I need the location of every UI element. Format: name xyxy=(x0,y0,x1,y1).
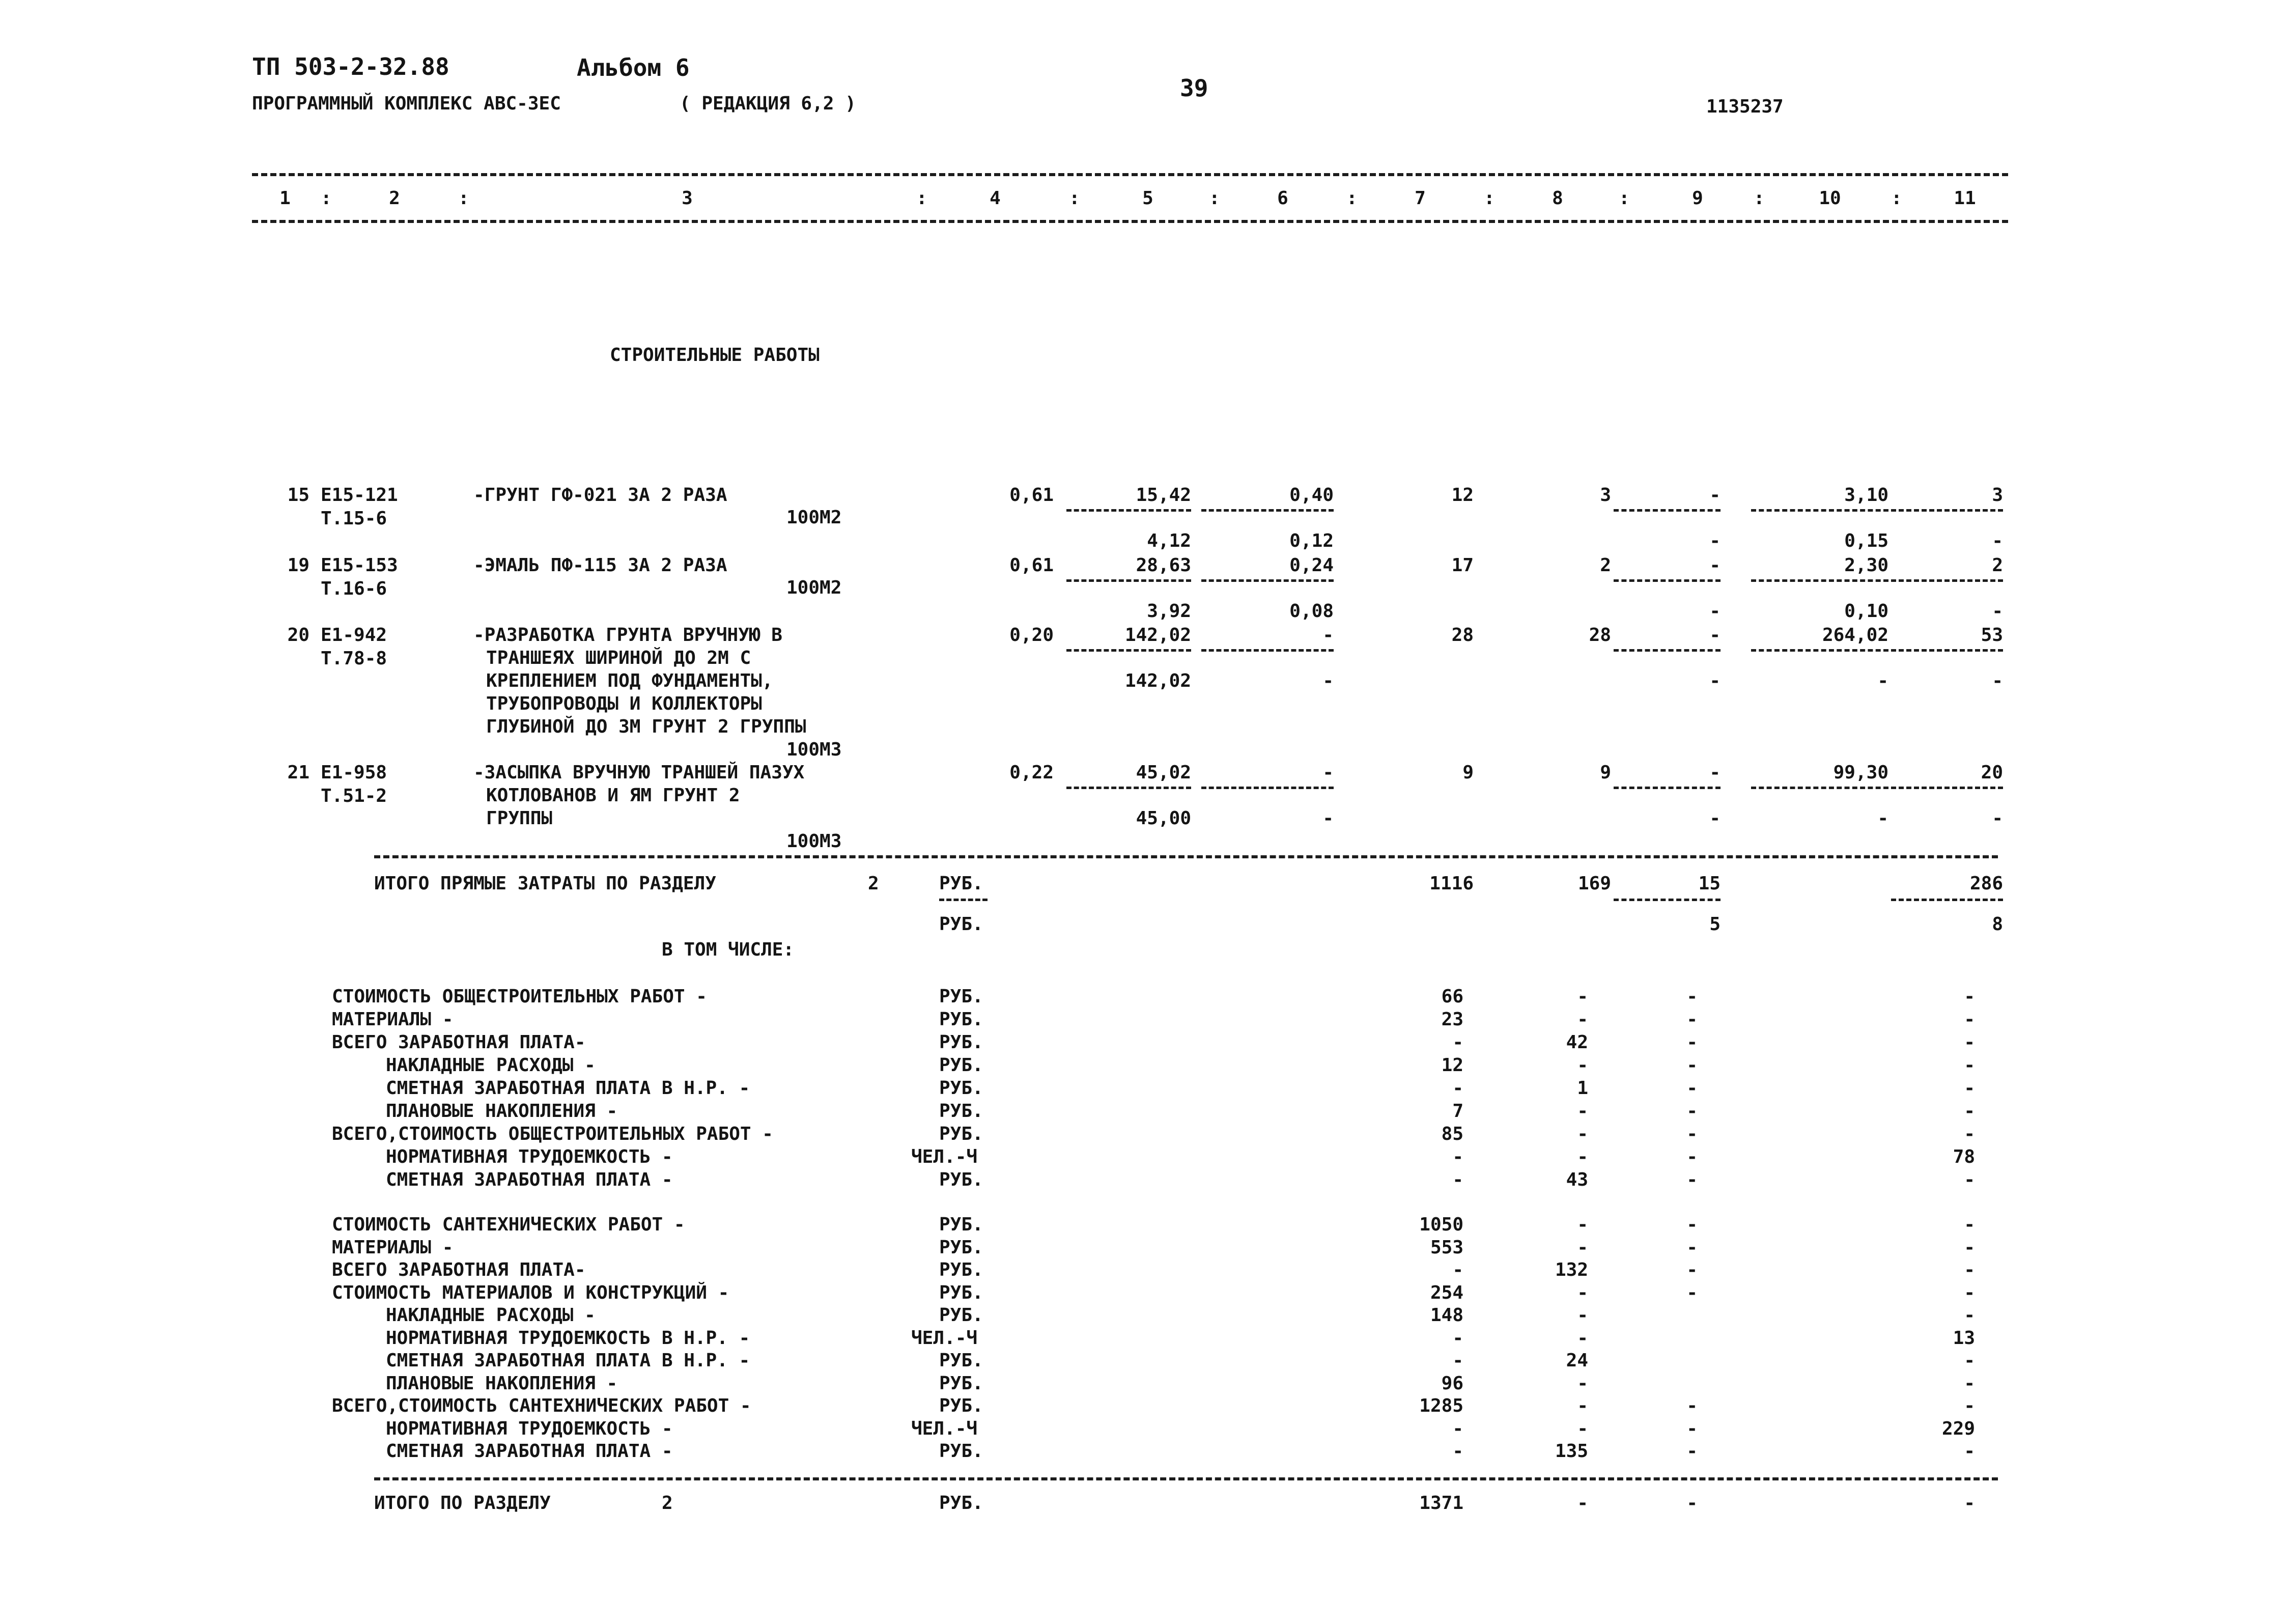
general-label: ПЛАНОВЫЕ НАКОПЛЕНИЯ - xyxy=(386,1101,618,1122)
plumbing-c7: 96 xyxy=(1441,1373,1463,1394)
row-unit: 100М2 xyxy=(786,507,842,528)
cell-c9: - xyxy=(1709,555,1721,576)
row-number: 20 xyxy=(287,625,309,646)
row-description: ТРАНШЕЯХ ШИРИНОЙ ДО 2М С xyxy=(486,648,751,668)
plumbing-c11: - xyxy=(1964,1350,1975,1371)
general-unit: РУБ. xyxy=(939,986,983,1007)
general-c7: - xyxy=(1452,1032,1463,1053)
row-rule-11 xyxy=(1891,649,2003,652)
including-label: В ТОМ ЧИСЛЕ: xyxy=(662,939,795,960)
plumbing-label: СТОИМОСТЬ МАТЕРИАЛОВ И КОНСТРУКЦИЙ - xyxy=(332,1282,729,1303)
plumbing-c7: - xyxy=(1452,1259,1463,1280)
column-separator: : xyxy=(321,188,332,209)
total-c7: 1116 xyxy=(1429,873,1474,894)
row-rule-10 xyxy=(1751,509,1888,512)
row-rule-6 xyxy=(1201,649,1334,652)
plumbing-label: НОРМАТИВНАЯ ТРУДОЕМКОСТЬ - xyxy=(386,1418,673,1439)
general-c8: 43 xyxy=(1566,1169,1588,1190)
cell-c7: 17 xyxy=(1451,555,1474,576)
general-label: СТОИМОСТЬ ОБЩЕСТРОИТЕЛЬНЫХ РАБОТ - xyxy=(332,986,707,1007)
column-number: 10 xyxy=(1819,188,1841,209)
section-total-c11: - xyxy=(1964,1493,1975,1514)
section-title: СТРОИТЕЛЬНЫЕ РАБОТЫ xyxy=(610,345,820,366)
general-c7: 66 xyxy=(1441,986,1463,1007)
plumbing-c7: 1050 xyxy=(1419,1214,1463,1235)
plumbing-label: СТОИМОСТЬ САНТЕХНИЧЕСКИХ РАБОТ - xyxy=(332,1214,685,1235)
cell-sub-s11: - xyxy=(1992,601,2003,622)
row-number: 19 xyxy=(287,555,309,576)
column-separator: : xyxy=(1619,188,1630,209)
cell-c10: 2,30 xyxy=(1844,555,1888,576)
plumbing-c7: - xyxy=(1452,1350,1463,1371)
column-number: 7 xyxy=(1415,188,1426,209)
section-total-unit: РУБ. xyxy=(939,1493,983,1514)
cell-c11: 3 xyxy=(1992,485,2003,506)
cell-sub-s11: - xyxy=(1992,530,2003,551)
column-separator: : xyxy=(458,188,469,209)
general-c7: - xyxy=(1452,1169,1463,1190)
program-name: ПРОГРАММНЫЙ КОМПЛЕКС АВС-ЗЕС xyxy=(252,93,561,114)
plumbing-c9: - xyxy=(1686,1441,1698,1462)
plumbing-label: ПЛАНОВЫЕ НАКОПЛЕНИЯ - xyxy=(386,1373,618,1394)
cell-c11: 53 xyxy=(1981,625,2003,646)
row-rule-9 xyxy=(1614,579,1721,582)
general-unit: РУБ. xyxy=(939,1078,983,1099)
general-c9: - xyxy=(1686,1032,1698,1053)
row-description: -ЭМАЛЬ ПФ-115 ЗА 2 РАЗА xyxy=(473,555,727,576)
general-c11: - xyxy=(1964,1124,1975,1144)
row-unit: 100М3 xyxy=(786,739,842,760)
column-separator: : xyxy=(1484,188,1495,209)
cell-c10: 264,02 xyxy=(1822,625,1888,646)
total-unit-rule xyxy=(939,899,988,901)
general-c8: - xyxy=(1577,1146,1588,1167)
column-number: 2 xyxy=(389,188,400,209)
plumbing-unit: РУБ. xyxy=(939,1373,983,1394)
row-rule-5 xyxy=(1066,787,1191,789)
cell-sub-s10: 0,10 xyxy=(1844,601,1888,622)
general-c8: - xyxy=(1577,1009,1588,1030)
row-description: КРЕПЛЕНИЕМ ПОД ФУНДАМЕНТЫ, xyxy=(486,670,773,691)
cell-c6: 0,24 xyxy=(1289,555,1334,576)
row-rule-5 xyxy=(1066,649,1191,652)
row-rule-5 xyxy=(1066,579,1191,582)
cell-c10: 99,30 xyxy=(1833,762,1888,783)
cell-sub-s10: 0,15 xyxy=(1844,530,1888,551)
plumbing-unit: ЧЕЛ.-Ч xyxy=(911,1327,978,1349)
cell-c9: - xyxy=(1709,762,1721,783)
total-rule-9 xyxy=(1614,899,1721,901)
row-description: ТРУБОПРОВОДЫ И КОЛЛЕКТОРЫ xyxy=(486,693,762,714)
general-c9: - xyxy=(1686,1169,1698,1190)
plumbing-c11: - xyxy=(1964,1259,1975,1280)
cell-c8: 9 xyxy=(1600,762,1611,783)
general-c11: - xyxy=(1964,1169,1975,1190)
plumbing-c9: - xyxy=(1686,1259,1698,1280)
total-sub-c9: 5 xyxy=(1709,914,1721,935)
general-c8: 1 xyxy=(1577,1078,1588,1099)
plumbing-c11: - xyxy=(1964,1305,1975,1326)
general-c11: - xyxy=(1964,1009,1975,1030)
general-c11: - xyxy=(1964,1101,1975,1122)
section-total-c8: - xyxy=(1577,1493,1588,1514)
section-total-rule xyxy=(374,1477,1998,1480)
plumbing-c11: - xyxy=(1964,1214,1975,1235)
cell-c7: 12 xyxy=(1451,485,1474,506)
section-total-number: 2 xyxy=(662,1493,673,1514)
total-direct-label: ИТОГО ПРЯМЫЕ ЗАТРАТЫ ПО РАЗДЕЛУ xyxy=(374,873,716,894)
general-unit: РУБ. xyxy=(939,1009,983,1030)
plumbing-c7: 148 xyxy=(1430,1305,1463,1326)
row-rule-11 xyxy=(1891,787,2003,789)
general-c9: - xyxy=(1686,1146,1698,1167)
plumbing-c11: - xyxy=(1964,1237,1975,1258)
column-separator: : xyxy=(1069,188,1080,209)
plumbing-c8: - xyxy=(1577,1305,1588,1326)
header-top-rule xyxy=(252,173,2008,176)
section-total-c7: 1371 xyxy=(1419,1493,1463,1514)
plumbing-c7: 254 xyxy=(1430,1282,1463,1303)
general-label: НОРМАТИВНАЯ ТРУДОЕМКОСТЬ - xyxy=(386,1146,673,1167)
general-c9: - xyxy=(1686,1124,1698,1144)
general-c9: - xyxy=(1686,1101,1698,1122)
plumbing-c9: - xyxy=(1686,1395,1698,1416)
general-c9: - xyxy=(1686,1009,1698,1030)
row-description: -ГРУНТ ГФ-021 ЗА 2 РАЗА xyxy=(473,485,727,506)
row-rule-5 xyxy=(1066,509,1191,512)
row-description: КОТЛОВАНОВ И ЯМ ГРУНТ 2 xyxy=(486,785,740,806)
general-c8: 42 xyxy=(1566,1032,1588,1053)
general-label: СМЕТНАЯ ЗАРАБОТНАЯ ПЛАТА В Н.Р. - xyxy=(386,1078,750,1099)
general-c11: - xyxy=(1964,986,1975,1007)
plumbing-unit: ЧЕЛ.-Ч xyxy=(911,1418,978,1439)
cell-c11: 20 xyxy=(1981,762,2003,783)
cell-c11: 2 xyxy=(1992,555,2003,576)
page-number: 39 xyxy=(1180,74,1208,102)
total-c9: 15 xyxy=(1698,873,1721,894)
cell-sub-s9: - xyxy=(1709,808,1721,829)
cell-c5: 45,02 xyxy=(1136,762,1191,783)
plumbing-c8: - xyxy=(1577,1282,1588,1303)
general-c7: 7 xyxy=(1452,1101,1463,1122)
plumbing-c8: - xyxy=(1577,1395,1588,1416)
plumbing-c9: - xyxy=(1686,1282,1698,1303)
general-c8: - xyxy=(1577,1101,1588,1122)
row-rule-10 xyxy=(1751,649,1888,652)
plumbing-c11: 13 xyxy=(1953,1327,1975,1349)
row-reference: Т.51-2 xyxy=(321,786,387,806)
row-reference: Т.15-6 xyxy=(321,508,387,529)
cell-c7: 28 xyxy=(1451,625,1474,646)
plumbing-c7: - xyxy=(1452,1441,1463,1462)
general-c7: 23 xyxy=(1441,1009,1463,1030)
general-label: НАКЛАДНЫЕ РАСХОДЫ - xyxy=(386,1055,596,1076)
section-total-label: ИТОГО ПО РАЗДЕЛУ xyxy=(374,1493,551,1514)
row-number: 21 xyxy=(287,762,309,783)
column-separator: : xyxy=(1209,188,1220,209)
row-reference: Т.78-8 xyxy=(321,648,387,669)
row-code: Е15-121 xyxy=(321,485,398,506)
cell-c4: 0,61 xyxy=(1009,555,1054,576)
general-c8: - xyxy=(1577,1124,1588,1144)
plumbing-c11: - xyxy=(1964,1441,1975,1462)
general-unit: РУБ. xyxy=(939,1055,983,1076)
general-c9: - xyxy=(1686,1055,1698,1076)
cell-c4: 0,61 xyxy=(1009,485,1054,506)
row-description: ГРУППЫ xyxy=(486,808,553,829)
column-separator: : xyxy=(1346,188,1358,209)
plumbing-label: СМЕТНАЯ ЗАРАБОТНАЯ ПЛАТА В Н.Р. - xyxy=(386,1350,750,1371)
plumbing-c8: 24 xyxy=(1566,1350,1588,1371)
album-label: Альбом 6 xyxy=(577,54,690,81)
plumbing-c11: - xyxy=(1964,1282,1975,1303)
plumbing-unit: РУБ. xyxy=(939,1350,983,1371)
plumbing-label: СМЕТНАЯ ЗАРАБОТНАЯ ПЛАТА - xyxy=(386,1441,673,1462)
row-rule-6 xyxy=(1201,787,1334,789)
cell-c10: 3,10 xyxy=(1844,485,1888,506)
general-unit: РУБ. xyxy=(939,1101,983,1122)
plumbing-c7: 553 xyxy=(1430,1237,1463,1258)
cell-sub-s6: - xyxy=(1322,670,1334,691)
general-c7: 85 xyxy=(1441,1124,1463,1144)
cell-c6: - xyxy=(1322,762,1334,783)
plumbing-unit: РУБ. xyxy=(939,1282,983,1303)
cell-sub-s11: - xyxy=(1992,670,2003,691)
plumbing-c7: - xyxy=(1452,1327,1463,1349)
column-number: 6 xyxy=(1277,188,1288,209)
plumbing-c8: 135 xyxy=(1555,1441,1588,1462)
cell-c8: 2 xyxy=(1600,555,1611,576)
cell-c7: 9 xyxy=(1462,762,1474,783)
header-bottom-rule xyxy=(252,220,2008,223)
plumbing-c7: - xyxy=(1452,1418,1463,1439)
general-c7: - xyxy=(1452,1146,1463,1167)
row-description: ГЛУБИНОЙ ДО 3М ГРУНТ 2 ГРУППЫ xyxy=(486,716,806,737)
row-rule-9 xyxy=(1614,787,1721,789)
cell-sub-s9: - xyxy=(1709,670,1721,691)
column-number: 1 xyxy=(279,188,291,209)
row-rule-10 xyxy=(1751,579,1888,582)
general-c9: - xyxy=(1686,986,1698,1007)
cell-sub-s10: - xyxy=(1877,670,1888,691)
row-unit: 100М3 xyxy=(786,831,842,852)
row-rule-10 xyxy=(1751,787,1888,789)
plumbing-c9: - xyxy=(1686,1237,1698,1258)
general-label: МАТЕРИАЛЫ - xyxy=(332,1009,454,1030)
column-number: 8 xyxy=(1552,188,1563,209)
row-rule-9 xyxy=(1614,509,1721,512)
row-rule-11 xyxy=(1891,579,2003,582)
cell-c5: 142,02 xyxy=(1124,625,1191,646)
plumbing-unit: РУБ. xyxy=(939,1214,983,1235)
row-rule-9 xyxy=(1614,649,1721,652)
plumbing-c7: 1285 xyxy=(1419,1395,1463,1416)
plumbing-c8: - xyxy=(1577,1214,1588,1235)
total-sub-c11: 8 xyxy=(1992,914,2003,935)
general-label: ВСЕГО,СТОИМОСТЬ ОБЩЕСТРОИТЕЛЬНЫХ РАБОТ - xyxy=(332,1124,773,1144)
total-direct-section: 2 xyxy=(868,873,879,894)
cell-c5: 15,42 xyxy=(1136,485,1191,506)
column-separator: : xyxy=(1754,188,1765,209)
row-description: -РАЗРАБОТКА ГРУНТА ВРУЧНУЮ В xyxy=(473,625,782,646)
plumbing-unit: РУБ. xyxy=(939,1237,983,1258)
row-code: Е15-153 xyxy=(321,555,398,576)
cell-sub-s6: - xyxy=(1322,808,1334,829)
plumbing-label: МАТЕРИАЛЫ - xyxy=(332,1237,454,1258)
row-rule-11 xyxy=(1891,509,2003,512)
total-direct-unit: РУБ. xyxy=(939,873,983,894)
cell-sub-s6: 0,12 xyxy=(1289,530,1334,551)
edition-label: ( РЕДАКЦИЯ 6,2 ) xyxy=(680,93,856,114)
cell-sub-s11: - xyxy=(1992,808,2003,829)
plumbing-unit: РУБ. xyxy=(939,1395,983,1416)
general-unit: РУБ. xyxy=(939,1032,983,1053)
column-number: 3 xyxy=(682,188,693,209)
general-c9: - xyxy=(1686,1078,1698,1099)
cell-sub-s5: 45,00 xyxy=(1136,808,1191,829)
general-c8: - xyxy=(1577,986,1588,1007)
plumbing-c9: - xyxy=(1686,1214,1698,1235)
row-description: -ЗАСЫПКА ВРУЧНУЮ ТРАНШЕЙ ПАЗУХ xyxy=(473,762,805,783)
row-reference: Т.16-6 xyxy=(321,578,387,599)
total-c8: 169 xyxy=(1577,873,1611,894)
plumbing-label: ВСЕГО,СТОИМОСТЬ САНТЕХНИЧЕСКИХ РАБОТ - xyxy=(332,1395,751,1416)
cell-sub-s9: - xyxy=(1709,601,1721,622)
general-c11: - xyxy=(1964,1055,1975,1076)
plumbing-c11: 229 xyxy=(1941,1418,1975,1439)
column-number: 5 xyxy=(1142,188,1153,209)
cell-sub-s5: 4,12 xyxy=(1147,530,1191,551)
cell-c9: - xyxy=(1709,485,1721,506)
cell-c9: - xyxy=(1709,625,1721,646)
row-code: Е1-942 xyxy=(321,625,387,646)
general-c11: 78 xyxy=(1953,1146,1975,1167)
row-rule-6 xyxy=(1201,509,1334,512)
plumbing-label: ВСЕГО ЗАРАБОТНАЯ ПЛАТА- xyxy=(332,1259,586,1280)
plumbing-unit: РУБ. xyxy=(939,1441,983,1462)
general-label: СМЕТНАЯ ЗАРАБОТНАЯ ПЛАТА - xyxy=(386,1169,673,1190)
section-total-c9: - xyxy=(1686,1493,1698,1514)
general-unit: ЧЕЛ.-Ч xyxy=(911,1146,978,1167)
general-c7: 12 xyxy=(1441,1055,1463,1076)
plumbing-unit: РУБ. xyxy=(939,1259,983,1280)
row-rule-6 xyxy=(1201,579,1334,582)
cell-c5: 28,63 xyxy=(1136,555,1191,576)
plumbing-c8: - xyxy=(1577,1373,1588,1394)
general-c7: - xyxy=(1452,1078,1463,1099)
cell-c6: 0,40 xyxy=(1289,485,1334,506)
column-separator: : xyxy=(916,188,927,209)
plumbing-c9: - xyxy=(1686,1418,1698,1439)
column-separator: : xyxy=(1891,188,1902,209)
total-rule xyxy=(374,855,1998,858)
cell-sub-s9: - xyxy=(1709,530,1721,551)
plumbing-c11: - xyxy=(1964,1373,1975,1394)
cell-c4: 0,20 xyxy=(1009,625,1054,646)
general-unit: РУБ. xyxy=(939,1169,983,1190)
cell-sub-s5: 3,92 xyxy=(1147,601,1191,622)
total-rule-11 xyxy=(1891,899,2003,901)
general-c11: - xyxy=(1964,1078,1975,1099)
column-number: 9 xyxy=(1692,188,1703,209)
plumbing-label: НОРМАТИВНАЯ ТРУДОЕМКОСТЬ В Н.Р. - xyxy=(386,1327,750,1349)
cell-sub-s6: 0,08 xyxy=(1289,601,1334,622)
cell-c8: 28 xyxy=(1589,625,1611,646)
plumbing-c8: - xyxy=(1577,1418,1588,1439)
plumbing-c11: - xyxy=(1964,1395,1975,1416)
cell-c6: - xyxy=(1322,625,1334,646)
total-c11: 286 xyxy=(1969,873,2003,894)
general-c8: - xyxy=(1577,1055,1588,1076)
plumbing-c8: - xyxy=(1577,1237,1588,1258)
column-number: 4 xyxy=(990,188,1001,209)
plumbing-c8: - xyxy=(1577,1327,1588,1349)
row-code: Е1-958 xyxy=(321,762,387,783)
cell-c8: 3 xyxy=(1600,485,1611,506)
plumbing-c8: 132 xyxy=(1555,1259,1588,1280)
general-label: ВСЕГО ЗАРАБОТНАЯ ПЛАТА- xyxy=(332,1032,586,1053)
general-unit: РУБ. xyxy=(939,1124,983,1144)
total-direct-unit2: РУБ. xyxy=(939,914,983,935)
doc-code: ТП 503-2-32.88 xyxy=(252,53,449,80)
cell-sub-s5: 142,02 xyxy=(1124,670,1191,691)
row-unit: 100М2 xyxy=(786,577,842,598)
column-number: 11 xyxy=(1954,188,1976,209)
general-c11: - xyxy=(1964,1032,1975,1053)
cell-c4: 0,22 xyxy=(1009,762,1054,783)
row-number: 15 xyxy=(287,485,309,506)
plumbing-unit: РУБ. xyxy=(939,1305,983,1326)
plumbing-label: НАКЛАДНЫЕ РАСХОДЫ - xyxy=(386,1305,596,1326)
document-number: 1135237 xyxy=(1706,96,1784,117)
cell-sub-s10: - xyxy=(1877,808,1888,829)
